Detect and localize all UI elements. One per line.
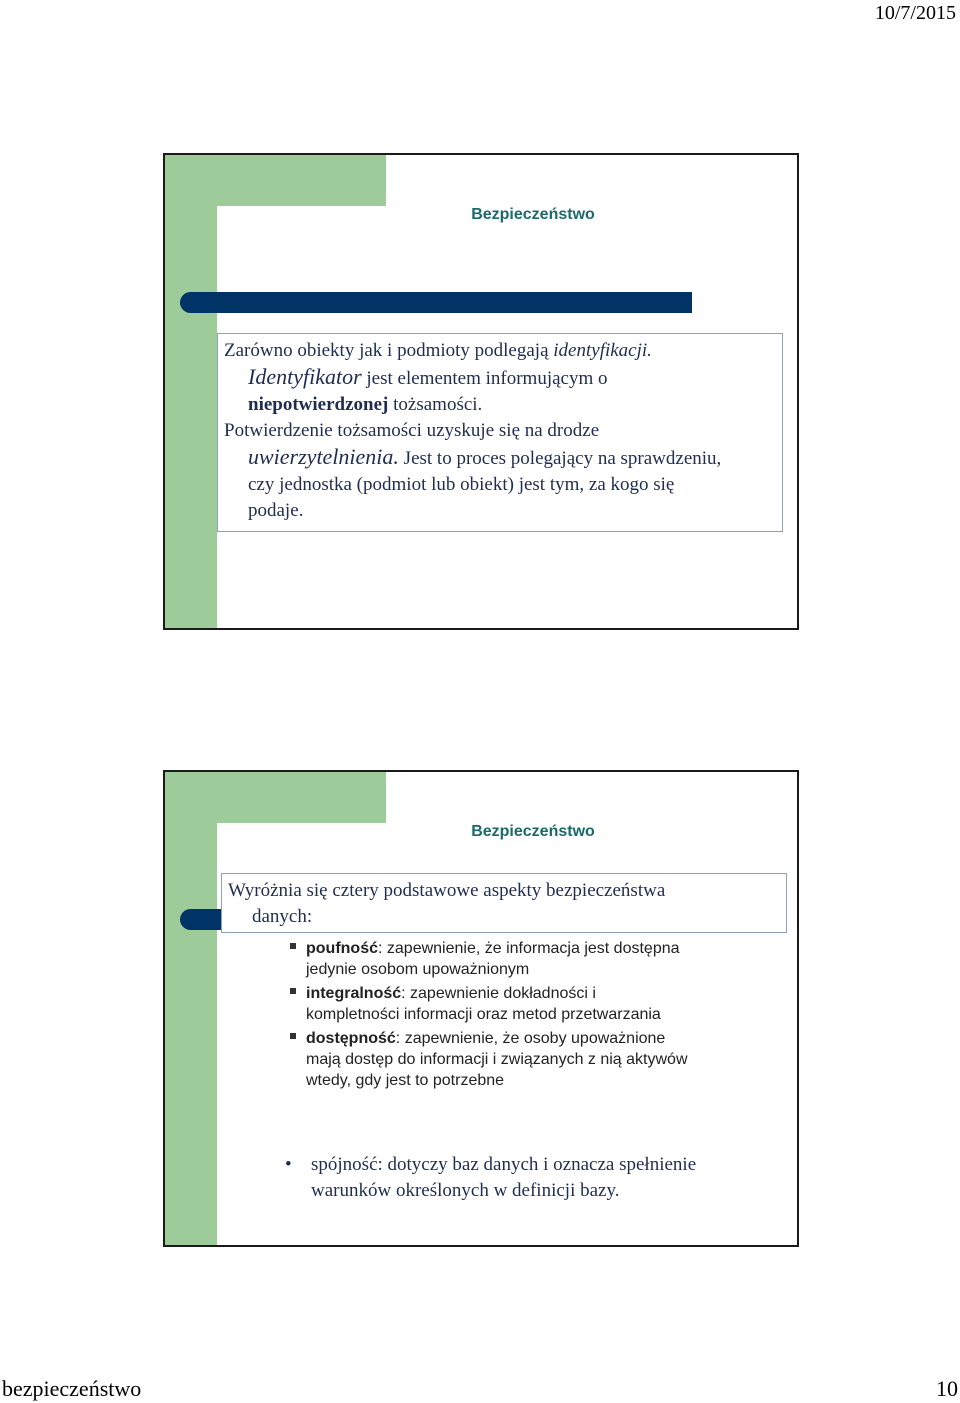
aspects-list	[290, 938, 690, 1094]
square-bullet-icon	[290, 1033, 296, 1039]
paragraph: czy jednostka (podmiot lub obiekt) jest tym, za kogo się	[248, 474, 675, 495]
paragraph: podaje.	[248, 500, 304, 521]
slide-decor-top	[165, 772, 386, 823]
list-item	[290, 983, 690, 1025]
text-span: identyfikacji.	[553, 340, 652, 361]
text-span: Zarówno obiekty jak i podmioty podlegają	[224, 340, 554, 361]
bullet-text: : zapewnienie dokładności i kompletności informacji oraz metod przetwarzania	[306, 985, 661, 1023]
round-bullet-icon: •	[285, 1154, 292, 1175]
page-date: 10/7/2015	[874, 2, 956, 24]
slide-2	[163, 770, 799, 1247]
paragraph	[224, 338, 776, 364]
slide-1-text	[217, 333, 783, 532]
paragraph	[224, 364, 776, 392]
square-bullet-icon	[290, 943, 296, 949]
slide-title: Bezpieczeństwo	[471, 823, 595, 840]
paragraph: Wyróżnia się cztery podstawowe aspekty bezpieczeństwa	[228, 880, 666, 901]
slide-2-intro	[221, 873, 787, 933]
slide-title: Bezpieczeństwo	[471, 206, 595, 223]
square-bullet-icon	[290, 988, 296, 994]
list-item-spojnosc	[285, 1152, 765, 1204]
text-span: uwierzytelnienia.	[248, 444, 399, 469]
text-span: tożsamości.	[388, 394, 483, 415]
bullet-text: spójność: dotyczy baz danych i oznacza spełnienie warunków określonych w definicji bazy.	[311, 1154, 697, 1201]
footer-label: bezpieczeństwo	[2, 1376, 142, 1401]
text-span: Jest to proces polegający na sprawdzeniu,	[398, 448, 722, 469]
list-item	[290, 938, 690, 980]
text-span: Identyfikator	[248, 364, 362, 389]
slide-decor-left	[165, 155, 217, 628]
title-underline-bar	[180, 292, 692, 313]
list-item	[290, 1028, 690, 1091]
text-span: niepotwierdzonej	[248, 394, 389, 415]
paragraph: Potwierdzenie tożsamości uzyskuje się na drodze	[224, 420, 600, 441]
slide-decor-top	[165, 155, 386, 206]
paragraph	[224, 392, 776, 418]
paragraph: danych:	[252, 906, 313, 927]
bullet-term: integralność	[306, 985, 402, 1002]
slide-decor-left	[165, 772, 217, 1245]
bullet-term: dostępność	[306, 1030, 396, 1047]
slide-1	[163, 153, 799, 630]
paragraph	[224, 444, 776, 472]
page-number: 10	[936, 1376, 958, 1401]
text-span: jest elementem informującym o	[361, 368, 608, 389]
bullet-text: : zapewnienie, że osoby upoważnione mają dostęp do informacji i związanych z nią aktywów wtedy, gdy jest to potrzebne	[306, 1030, 688, 1089]
bullet-term: poufność	[306, 940, 378, 957]
bullet-text: : zapewnienie, że informacja jest dostępna jedynie osobom upoważnionym	[306, 940, 680, 978]
